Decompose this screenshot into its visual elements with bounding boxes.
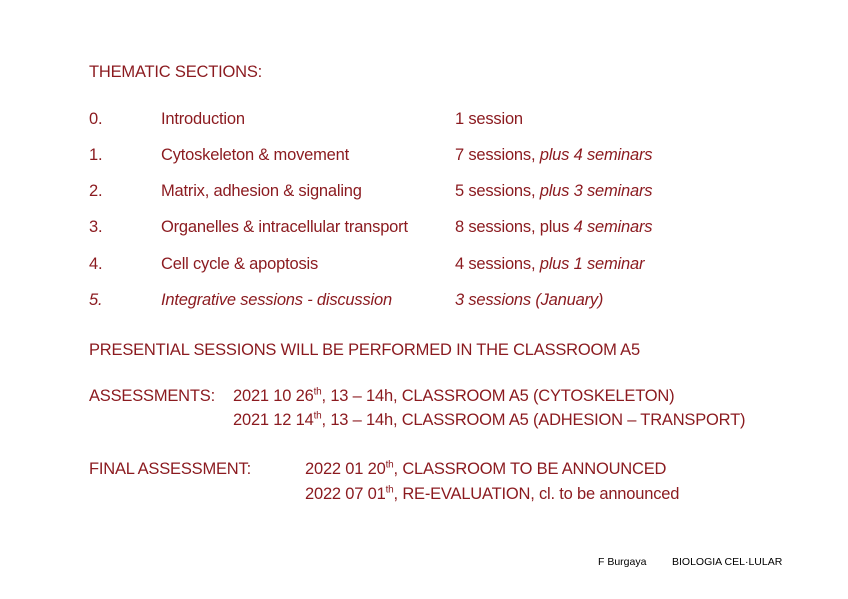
section-number: 2. xyxy=(89,182,103,200)
section-sessions: 7 sessions, plus 4 seminars xyxy=(455,146,653,164)
assessments-label: ASSESSMENTS: xyxy=(89,387,215,405)
section-topic: Matrix, adhesion & signaling xyxy=(161,182,362,200)
final-assessment-item: 2022 07 01th, RE-EVALUATION, cl. to be announced xyxy=(305,484,680,503)
final-assessment-label: FINAL ASSESSMENT: xyxy=(89,460,251,478)
footer-author: F Burgaya xyxy=(598,556,647,568)
section-seminars: plus 4 seminars xyxy=(539,146,653,164)
footer-course: BIOLOGIA CEL·LULAR xyxy=(672,556,783,568)
section-sessions: 8 sessions, plus 4 seminars xyxy=(455,218,653,236)
section-topic: Cell cycle & apoptosis xyxy=(161,255,319,273)
section-seminars: plus 1 seminar xyxy=(539,255,645,273)
section-seminars: 4 seminars xyxy=(573,218,653,236)
section-topic: Introduction xyxy=(161,110,245,128)
section-topic: Cytoskeleton & movement xyxy=(161,146,349,164)
presential-notice: PRESENTIAL SESSIONS WILL BE PERFORMED IN THE CLASSROOM A5 xyxy=(89,341,640,359)
section-number: 3. xyxy=(89,218,103,236)
section-sessions: 5 sessions, plus 3 seminars xyxy=(455,182,653,200)
section-sessions: 3 sessions (January) xyxy=(455,291,604,309)
assessment-item: 2021 12 14th, 13 – 14h, CLASSROOM A5 (ADHESION – TRANSPORT) xyxy=(233,410,746,429)
section-topic: Integrative sessions - discussion xyxy=(161,291,392,309)
section-sessions: 4 sessions, plus 1 seminar xyxy=(455,255,645,273)
section-number: 5. xyxy=(89,291,103,309)
assessment-item: 2021 10 26th, 13 – 14h, CLASSROOM A5 (CYTOSKELETON) xyxy=(233,386,675,405)
section-number: 0. xyxy=(89,110,103,128)
slide-heading: THEMATIC SECTIONS: xyxy=(89,63,263,81)
section-topic: Organelles & intracellular transport xyxy=(161,218,408,236)
section-sessions: 1 session xyxy=(455,110,523,128)
final-assessment-item: 2022 01 20th, CLASSROOM TO BE ANNOUNCED xyxy=(305,459,667,478)
section-number: 1. xyxy=(89,146,103,164)
section-seminars: plus 3 seminars xyxy=(539,182,653,200)
section-number: 4. xyxy=(89,255,103,273)
